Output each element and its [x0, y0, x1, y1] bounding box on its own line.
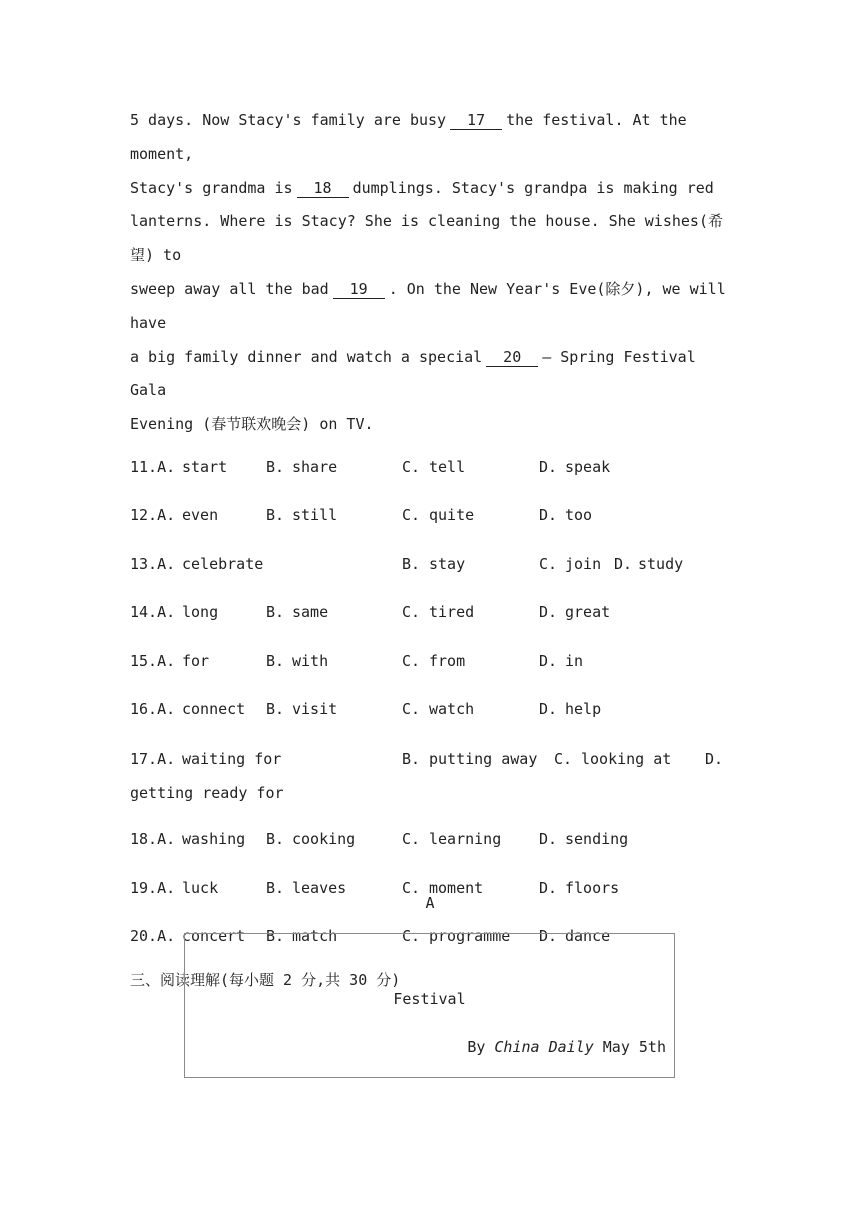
option-d-letter: D.	[614, 554, 633, 573]
passage-text: sweep away all the bad	[130, 279, 329, 298]
option-b: cooking	[292, 830, 356, 849]
option-b-letter: B.	[266, 878, 285, 897]
option-d: too	[565, 506, 593, 525]
option-d: getting ready for	[130, 784, 284, 803]
option-b: putting away	[429, 750, 538, 769]
option-c-letter: C.	[402, 927, 421, 946]
byline-by: By	[467, 1038, 486, 1056]
option-b-letter: B.	[266, 699, 285, 718]
option-b-letter: B.	[266, 830, 285, 849]
option-a: long	[182, 603, 219, 622]
article-box	[184, 933, 675, 1078]
byline-source: China Daily	[494, 1038, 594, 1056]
option-c-letter: C.	[402, 878, 421, 897]
option-c: from	[429, 651, 466, 670]
option-c: quite	[429, 506, 475, 525]
option-c-letter: C.	[539, 554, 558, 573]
option-a: concert	[182, 927, 246, 946]
option-b-letter: B.	[266, 651, 285, 670]
blank-18: 18	[297, 179, 349, 198]
passage-text: — Spring Festival Gala	[130, 347, 696, 400]
question-number: 12.A.	[130, 506, 176, 525]
option-d: speak	[565, 457, 611, 476]
article-byline	[467, 1038, 666, 1056]
option-d: help	[565, 699, 602, 718]
option-d-letter: D.	[539, 457, 558, 476]
option-c-letter: C.	[554, 750, 573, 769]
option-b: visit	[292, 699, 338, 718]
option-c-letter: C.	[402, 506, 421, 525]
option-c: tell	[429, 457, 466, 476]
option-b-letter: B.	[266, 927, 285, 946]
question-number: 19.A.	[130, 878, 176, 897]
passage-text: 5 days. Now Stacy's family are busy	[130, 111, 447, 129]
option-c: moment	[429, 878, 484, 897]
option-a: start	[182, 457, 228, 476]
passage-text: Evening (春节联欢晚会) on TV.	[130, 415, 374, 434]
question-number: 18.A.	[130, 830, 176, 849]
option-c: learning	[429, 830, 502, 849]
option-c: tired	[429, 603, 475, 622]
passage-text: lanterns. Where is Stacy? She is cleaning the house. She wishes(希望) to	[130, 212, 723, 265]
option-b-letter: B.	[402, 554, 421, 573]
option-a: even	[182, 506, 219, 525]
option-d-letter: D.	[539, 830, 558, 849]
option-d: great	[565, 603, 611, 622]
option-b: leaves	[292, 878, 347, 897]
blank-20: 20	[486, 348, 538, 367]
option-b: same	[292, 603, 329, 622]
passage-text: Stacy's grandma is	[130, 178, 293, 197]
option-c-letter: C.	[402, 457, 421, 476]
option-b: stay	[429, 554, 466, 573]
option-b: share	[292, 457, 338, 476]
question-15	[130, 646, 732, 694]
option-b-letter: B.	[266, 506, 285, 525]
option-c-letter: C.	[402, 699, 421, 718]
article-title: Festival	[393, 990, 466, 1008]
question-number: 13.A.	[130, 554, 176, 573]
option-b: match	[292, 927, 338, 946]
option-d-letter: D.	[539, 927, 558, 946]
option-d-letter: D.	[539, 506, 558, 525]
option-c: join	[565, 554, 602, 573]
option-d-letter: D.	[539, 699, 558, 718]
question-number: 11.A.	[130, 457, 176, 476]
option-d-letter: D.	[539, 878, 558, 897]
question-number: 15.A.	[130, 651, 176, 670]
option-c-letter: C.	[402, 603, 421, 622]
option-a: waiting for	[182, 750, 282, 769]
blank-17: 17	[450, 111, 502, 130]
option-d: floors	[565, 878, 620, 897]
option-b-letter: B.	[266, 457, 285, 476]
blank-19: 19	[333, 280, 385, 299]
passage-text: dumplings. Stacy's grandpa is making red	[352, 178, 714, 197]
passage-text: . On the New Year's Eve(除夕), we will have	[130, 279, 726, 332]
byline-date: May 5th	[602, 1038, 666, 1056]
option-c-letter: C.	[402, 651, 421, 670]
option-c: programme	[429, 927, 511, 946]
question-18	[130, 824, 732, 872]
question-number: 20.A.	[130, 927, 176, 946]
option-a: celebrate	[182, 554, 264, 573]
option-d-letter: D.	[539, 603, 558, 622]
option-c: watch	[429, 699, 475, 718]
question-12	[130, 500, 732, 548]
option-d: study	[638, 554, 684, 573]
option-d-letter: D.	[539, 651, 558, 670]
option-b-letter: B.	[402, 750, 421, 769]
option-b-letter: B.	[266, 603, 285, 622]
option-a: connect	[182, 699, 246, 718]
section-heading: 三、阅读理解(每小题 2 分,共 30 分)	[130, 971, 401, 990]
option-b: still	[292, 506, 338, 525]
option-a: for	[182, 651, 210, 670]
option-d-letter: D.	[705, 750, 724, 769]
question-11	[130, 452, 732, 500]
option-a: washing	[182, 830, 246, 849]
part-label: A	[425, 894, 435, 912]
question-16	[130, 694, 732, 742]
option-c-letter: C.	[402, 830, 421, 849]
exam-page	[130, 104, 732, 1013]
passage-text: a big family dinner and watch a special	[130, 347, 483, 366]
option-d: dance	[565, 927, 611, 946]
option-d: sending	[565, 830, 629, 849]
option-b: with	[292, 651, 329, 670]
question-number: 14.A.	[130, 603, 176, 622]
option-d: in	[565, 651, 584, 670]
passage-text: the festival. At the moment,	[130, 111, 687, 163]
question-number: 17.A.	[130, 750, 176, 769]
question-14	[130, 597, 732, 645]
option-a: luck	[182, 878, 219, 897]
cloze-passage	[130, 104, 732, 442]
question-number: 16.A.	[130, 699, 176, 718]
question-17	[130, 742, 732, 824]
question-13	[130, 549, 732, 597]
option-c: looking at	[581, 750, 672, 769]
